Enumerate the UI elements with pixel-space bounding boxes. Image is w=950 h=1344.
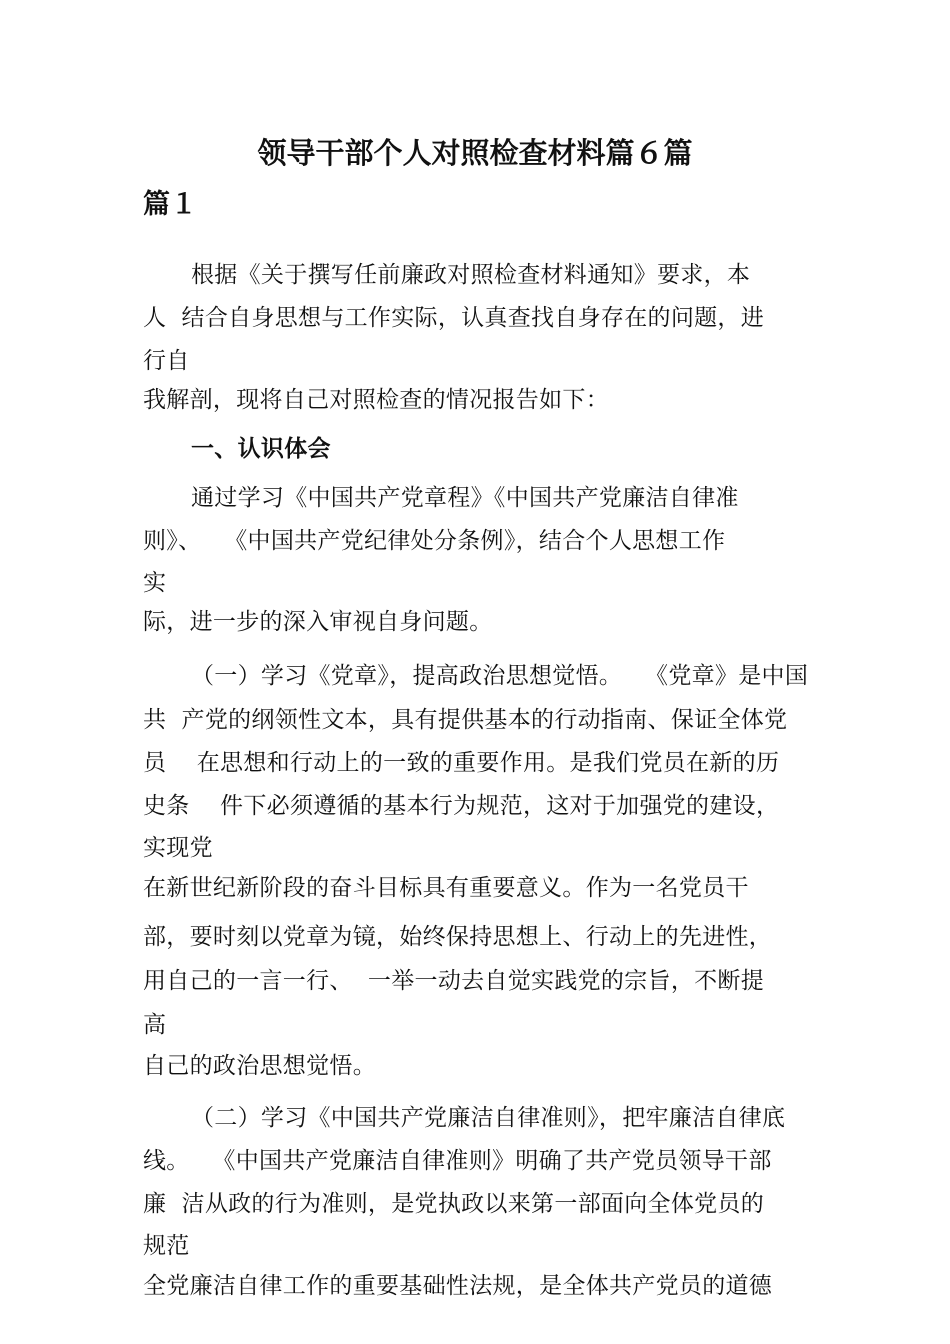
paragraph-line: 在新世纪新阶段的奋斗目标具有重要意义。作为一名党员干 [143, 875, 749, 901]
paragraph-line: （二）学习《中国共产党廉洁自律准则》，把牢廉洁自律底 [191, 1105, 786, 1131]
paragraph-line: 自己的政治思想觉悟。 [143, 1053, 376, 1079]
paragraph-line: 根据《关于撰写任前廉政对照检查材料通知》要求，本 [191, 262, 751, 288]
section-heading: 篇１ [143, 189, 198, 220]
document-title: 领导干部个人对照检查材料篇６篇 [257, 136, 693, 170]
paragraph-line: 实现党 [143, 835, 213, 861]
paragraph-line: 则》、 《中国共产党纪律处分条例》，结合个人思想工作 [143, 528, 726, 554]
paragraph-line: 廉 洁从政的行为准则，是党执政以来第一部面向全体党员的 [143, 1191, 765, 1217]
paragraph-line: 线。 《中国共产党廉洁自律准则》明确了共产党员领导干部 [143, 1148, 772, 1174]
paragraph-line: 史条 件下必须遵循的基本行为规范，这对于加强党的建设， [143, 793, 780, 819]
paragraph-line: 人 结合自身思想与工作实际，认真查找自身存在的问题，进 [143, 305, 765, 331]
paragraph-line: 规范 [143, 1233, 190, 1259]
paragraph-line: 部，要时刻以党章为镜，始终保持思想上、行动上的先进性， [143, 924, 773, 950]
paragraph-line: 全党廉洁自律工作的重要基础性法规，是全体共产党员的道德 [143, 1273, 773, 1299]
paragraph-line: 实 [143, 570, 167, 596]
paragraph-line: 高 [143, 1012, 167, 1038]
paragraph-line: 共 产党的纲领性文本，具有提供基本的行动指南、保证全体党 [143, 707, 788, 733]
paragraph-line: 行自 [143, 348, 190, 374]
paragraph-line: 际，进一步的深入审视自身问题。 [143, 609, 493, 635]
paragraph-line: （一）学习《党章》，提高政治思想觉悟。 《党章》是中国 [191, 663, 809, 689]
paragraph-line: 员 在思想和行动上的一致的重要作用。是我们党员在新的历 [143, 750, 780, 776]
paragraph-line: 我解剖，现将自己对照检查的情况报告如下： [143, 387, 609, 413]
subheading-understanding: 一、认识体会 [191, 436, 331, 462]
paragraph-line: 用自己的一言一行、 一举一动去自觉实践党的宗旨，不断提 [143, 968, 765, 994]
paragraph-line: 通过学习《中国共产党章程》《中国共产党廉洁自律准 [191, 485, 739, 511]
